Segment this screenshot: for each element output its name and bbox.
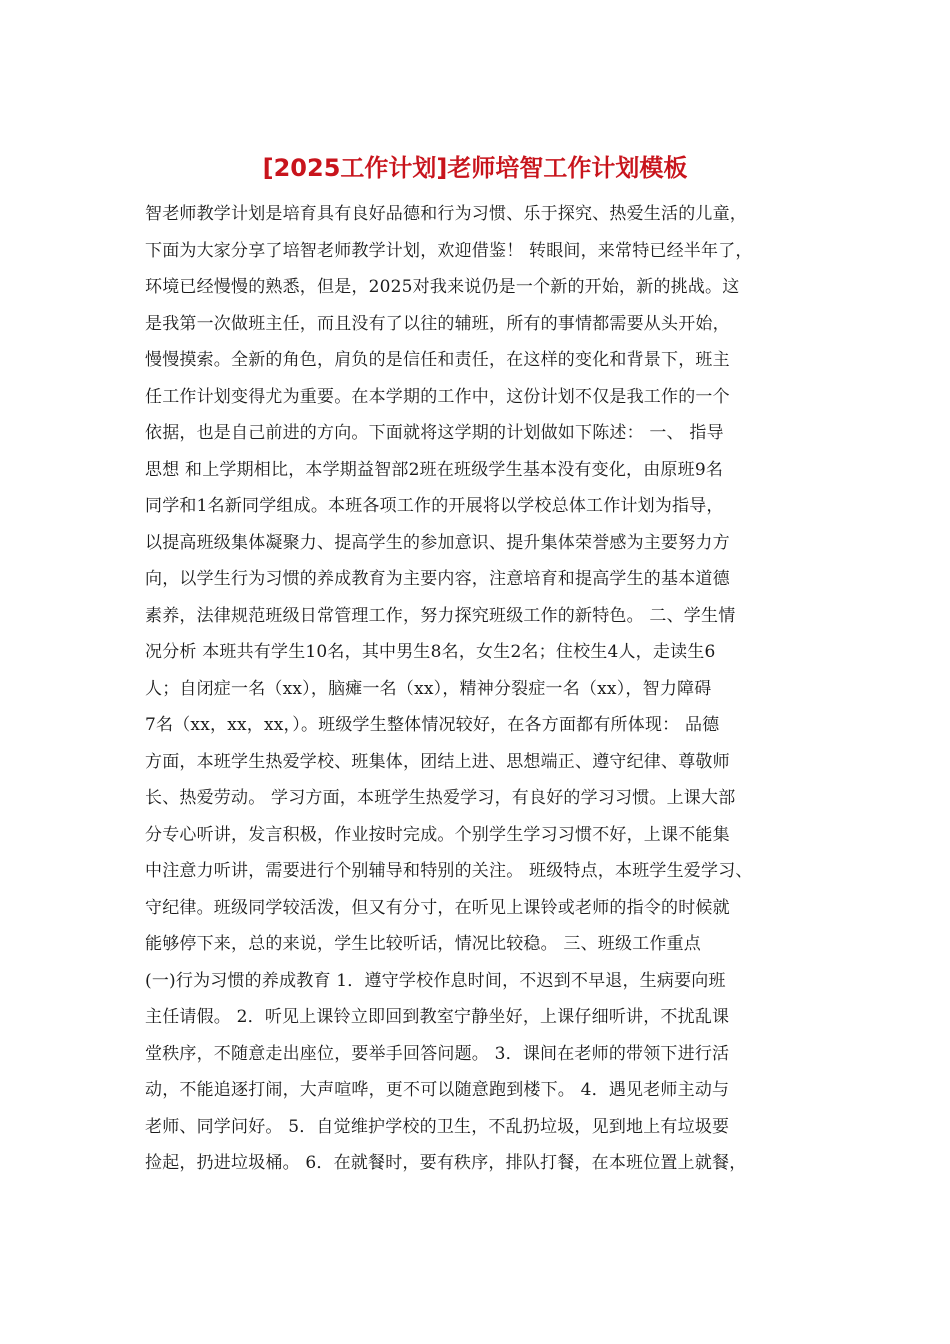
document-body bbox=[145, 196, 825, 1182]
body-line: 中注意力听讲，需要进行个别辅导和特别的关注。 班级特点，本班学生爱学习、 bbox=[145, 861, 753, 881]
body-line: 动，不能追逐打闹，大声喧哗，更不可以随意跑到楼下。 4．遇见老师主动与 bbox=[145, 1080, 730, 1100]
body-line: 依据，也是自己前进的方向。下面就将这学期的计划做如下陈述： 一、 指导 bbox=[145, 423, 724, 443]
body-line: 堂秩序，不随意走出座位，要举手回答问题。 3．课间在老师的带领下进行活 bbox=[145, 1043, 730, 1064]
body-line: 向，以学生行为习惯的养成教育为主要内容，注意培育和提高学生的基本道德 bbox=[145, 569, 730, 589]
body-line: 以提高班级集体凝聚力、提高学生的参加意识、提升集体荣誉感为主要努力方 bbox=[145, 532, 730, 553]
body-line: 是我第一次做班主任，而且没有了以往的辅班，所有的事情都需要从头开始， bbox=[145, 313, 730, 334]
body-line: 任工作计划变得尤为重要。在本学期的工作中，这份计划不仅是我工作的一个 bbox=[145, 386, 730, 407]
body-line: 下面为大家分享了培智老师教学计划，欢迎借鉴！ 转眼间，来常特已经半年了， bbox=[145, 240, 753, 261]
body-line: 方面，本班学生热爱学校、班集体，团结上进、思想端正、遵守纪律、尊敬师 bbox=[145, 751, 730, 772]
body-line: 素养，法律规范班级日常管理工作，努力探究班级工作的新特色。 二、学生情 bbox=[145, 605, 736, 626]
body-line: 老师、同学问好。 5．自觉维护学校的卫生，不乱扔垃圾，见到地上有垃圾要 bbox=[145, 1116, 730, 1137]
body-line: 能够停下来，总的来说，学生比较听话，情况比较稳。 三、班级工作重点 bbox=[145, 934, 702, 954]
document-title: [2025工作计划]老师培智工作计划模板 bbox=[262, 154, 688, 182]
body-line: 思想 和上学期相比，本学期益智部2班在班级学生基本没有变化，由原班9名 bbox=[145, 459, 724, 480]
body-line: 慢慢摸索。全新的角色，肩负的是信任和责任，在这样的变化和背景下，班主 bbox=[145, 350, 730, 370]
body-line: 环境已经慢慢的熟悉，但是，2025对我来说仍是一个新的开始，新的挑战。这 bbox=[145, 277, 740, 297]
body-line: 捡起，扔进垃圾桶。 6．在就餐时，要有秩序，排队打餐，在本班位置上就餐， bbox=[145, 1153, 747, 1173]
body-line: 长、热爱劳动。 学习方面，本班学生热爱学习，有良好的学习习惯。上课大部 bbox=[145, 788, 736, 808]
body-line: 人；自闭症一名（xx），脑瘫一名（xx），精神分裂症一名（xx），智力障碍 bbox=[145, 678, 712, 699]
body-line: 7名（xx，xx，xx，）。班级学生整体情况较好，在各方面都有所体现： 品德 bbox=[145, 715, 720, 735]
body-line: 智老师教学计划是培育具有良好品德和行为习惯、乐于探究、热爱生活的儿童， bbox=[145, 204, 747, 224]
body-line: 分专心听讲，发言积极，作业按时完成。个别学生学习习惯不好，上课不能集 bbox=[145, 824, 730, 845]
body-line: 守纪律。班级同学较活泼，但又有分寸，在听见上课铃或老师的指令的时候就 bbox=[145, 897, 730, 918]
body-line: (一)行为习惯的养成教育 1．遵守学校作息时间，不迟到不早退，生病要向班 bbox=[145, 970, 726, 991]
body-line: 同学和1名新同学组成。本班各项工作的开展将以学校总体工作计划为指导， bbox=[145, 496, 724, 516]
body-line: 况分析 本班共有学生10名，其中男生8名，女生2名；住校生4人，走读生6 bbox=[145, 642, 716, 662]
body-line: 主任请假。 2．听见上课铃立即回到教室宁静坐好，上课仔细听讲，不扰乱课 bbox=[145, 1007, 730, 1027]
